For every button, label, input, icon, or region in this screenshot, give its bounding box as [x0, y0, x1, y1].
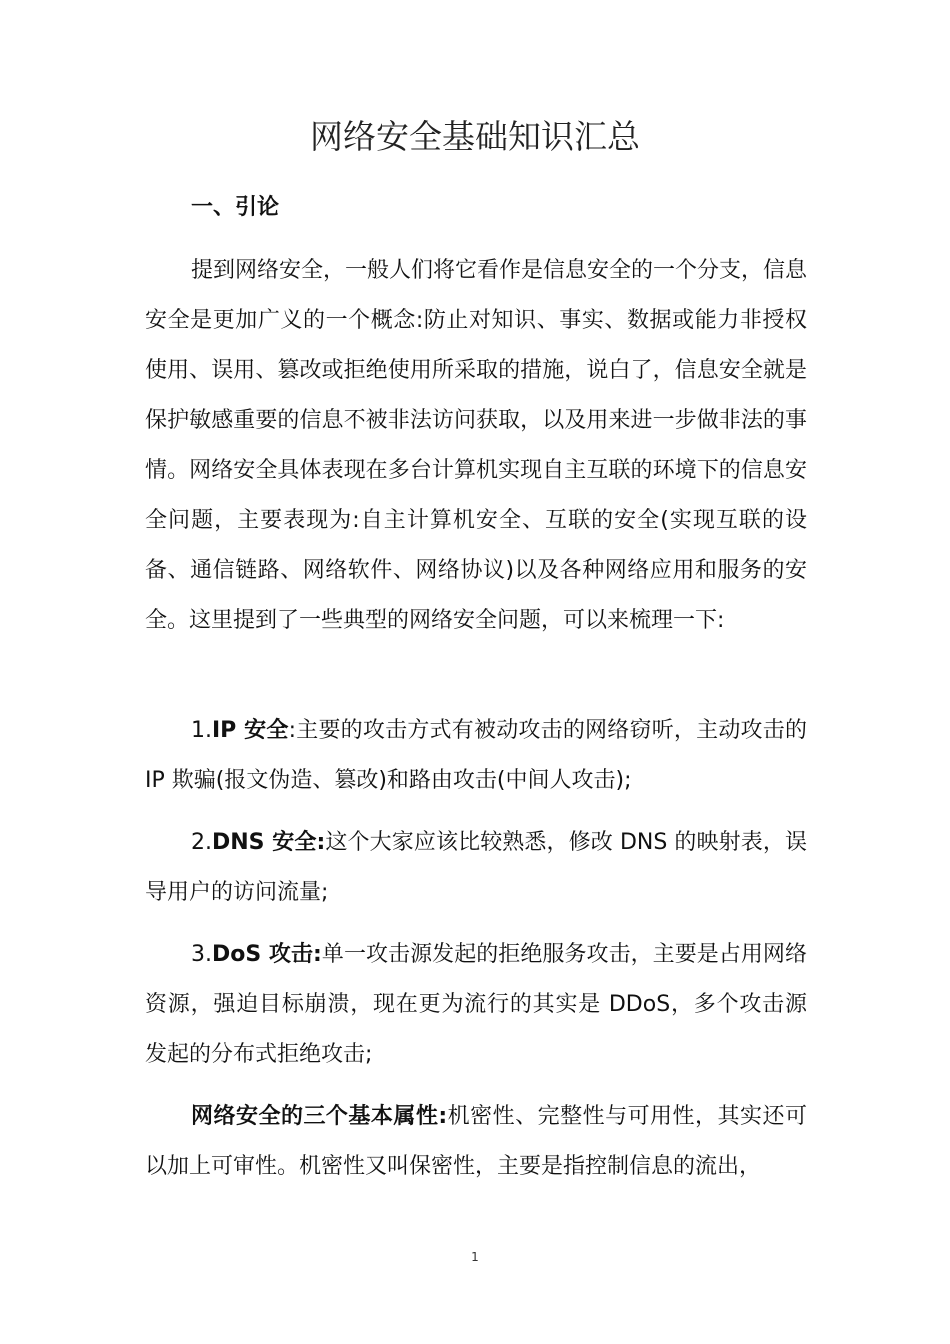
item-label: DNS 安全:: [212, 830, 326, 855]
section-heading: 一、引论: [191, 195, 280, 220]
page-number: 1: [471, 1250, 479, 1264]
properties-label: 网络安全的三个基本属性:: [191, 1104, 448, 1129]
item-number: 1.: [191, 718, 212, 743]
properties-paragraph: [145, 1092, 807, 1192]
item-label: IP 安全: [212, 718, 289, 743]
properties-text: 机密性、完整性与可用性，其实还可以加上可审性。机密性又叫保密性，主要是指控制信息的流出，: [145, 1104, 807, 1179]
item-number: 3.: [191, 942, 212, 967]
item-label: DoS 攻击:: [212, 942, 322, 967]
list-item: [145, 818, 807, 918]
item-number: 2.: [191, 830, 212, 855]
item-text: :主要的攻击方式有被动攻击的网络窃听，主动攻击的 IP 欺骗(报文伪造、篡改)和路由攻击(中间人攻击);: [145, 718, 807, 793]
document-title: 网络安全基础知识汇总: [310, 117, 640, 156]
list-item: [145, 930, 807, 1080]
item-text: 单一攻击源发起的拒绝服务攻击，主要是占用网络资源，强迫目标崩溃，现在更为流行的其实是 DDoS，多个攻击源发起的分布式拒绝攻击;: [145, 942, 807, 1067]
item-text: 这个大家应该比较熟悉，修改 DNS 的映射表，误导用户的访问流量;: [145, 830, 807, 905]
intro-paragraph: 提到网络安全，一般人们将它看作是信息安全的一个分支，信息安全是更加广义的一个概念:防止对知识、事实、数据或能力非授权使用、误用、篡改或拒绝使用所采取的措施，说白了，信息安全就是保护敏感重要的信息不被非法访问获取，以及用来进一步做非法的事情。网络安全具体表现在多台计算机实现自主互联的环境下的信息安全问题，主要表现为:自主计算机安全、互联的安全(实现互联的设备、通信链路、网络软件、网络协议)以及各种网络应用和服务的安全。这里提到了一些典型的网络安全问题，可以来梳理一下:: [145, 258, 808, 633]
list-item: [145, 706, 807, 806]
